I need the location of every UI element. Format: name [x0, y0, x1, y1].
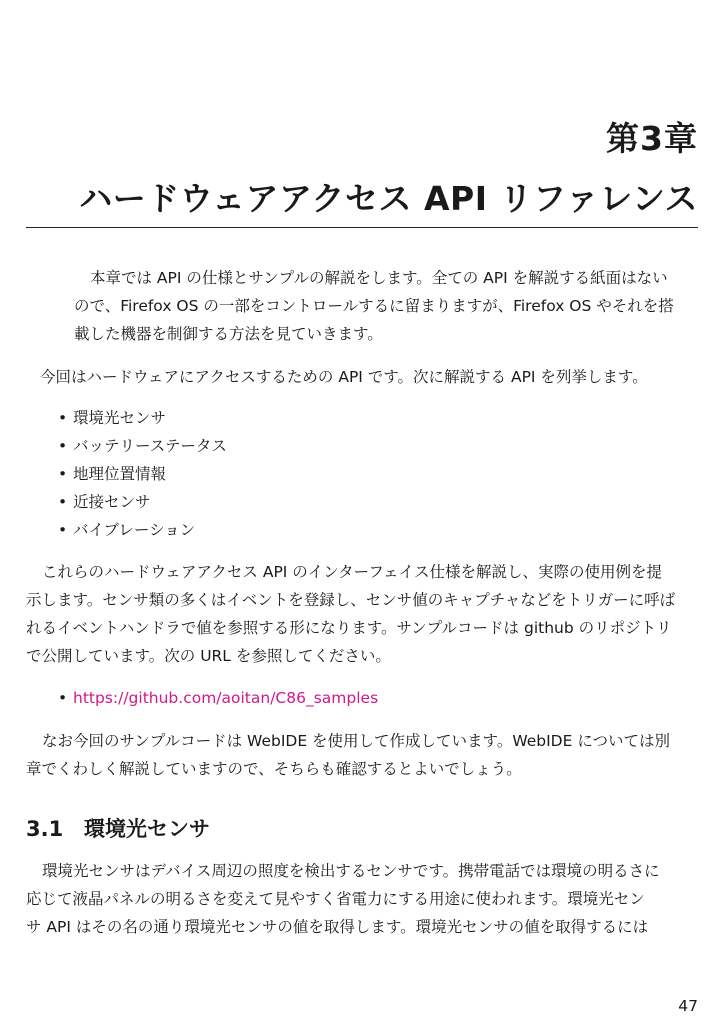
list-item — [58, 404, 227, 432]
section-number: 3.1 — [26, 817, 64, 841]
list-item-label: バイブレーション — [73, 521, 196, 539]
body-line: なお今回のサンプルコードは WebIDE を使用して作成しています。WebIDE については別 — [42, 732, 671, 750]
body-line: 応じて液晶パネルの明るさを変えて見やすく省電力にする用途に使われます。環境光セン — [26, 890, 645, 908]
list-item-label: 環境光センサ — [73, 409, 167, 427]
api-list — [58, 404, 227, 544]
chapter-divider — [26, 227, 698, 228]
body-line: 環境光センサはデバイス周辺の照度を検出するセンサです。携帯電話では環境の明るさに — [42, 862, 660, 880]
list-item — [58, 488, 227, 516]
body-paragraph-2 — [26, 727, 670, 783]
bullet-icon: • — [58, 493, 68, 511]
list-item-label: 地理位置情報 — [73, 465, 167, 483]
list-item — [58, 684, 378, 712]
link-list — [58, 684, 378, 712]
body-paragraph-1 — [26, 558, 675, 670]
intro-paragraph — [74, 264, 674, 348]
list-lead-paragraph: 今回はハードウェアにアクセスするための API です。次に解説する API を列挙します。 — [40, 368, 648, 386]
list-item-label: バッテリーステータス — [73, 437, 227, 455]
list-item-label: 近接センサ — [73, 493, 151, 511]
page-number: 47 — [678, 997, 698, 1015]
section-title: 環境光センサ — [84, 817, 210, 841]
body-line: で公開しています。次の URL を参照してください。 — [26, 647, 391, 665]
intro-line: 載した機器を制御する方法を見ていきます。 — [74, 325, 383, 343]
intro-line: ので、Firefox OS の一部をコントロールするに留まりますが、Firefox OS やそれを搭 — [74, 297, 674, 315]
body-line: サ API はその名の通り環境光センサの値を取得します。環境光センサの値を取得するには — [26, 918, 649, 936]
intro-line: 本章では API の仕様とサンプルの解説をします。全ての API を解説する紙面はない — [90, 269, 668, 287]
bullet-icon: • — [58, 521, 68, 539]
list-item — [58, 460, 227, 488]
chapter-label: 第3章 — [606, 119, 698, 158]
body-line: これらのハードウェアアクセス API のインターフェイス仕様を解説し、実際の使用例を提 — [42, 563, 662, 581]
list-item — [58, 432, 227, 460]
list-item — [58, 516, 227, 544]
body-line: 示します。センサ類の多くはイベントを登録し、センサ値のキャプチャなどをトリガーに呼ば — [26, 591, 676, 609]
bullet-icon: • — [58, 437, 68, 455]
github-samples-link[interactable]: https://github.com/aoitan/C86_samples — [73, 689, 379, 707]
body-line: れるイベントハンドラで値を参照する形になります。サンプルコードは github のリポジトリ — [26, 619, 672, 637]
body-line: 章でくわしく解説していますので、そちらも確認するとよいでしょう。 — [26, 760, 522, 778]
bullet-icon: • — [58, 465, 68, 483]
bullet-icon: • — [58, 689, 68, 707]
body-paragraph-3 — [26, 857, 660, 941]
bullet-icon: • — [58, 409, 68, 427]
chapter-title: ハードウェアアクセス API リファレンス — [79, 179, 698, 218]
section-heading — [26, 813, 210, 843]
